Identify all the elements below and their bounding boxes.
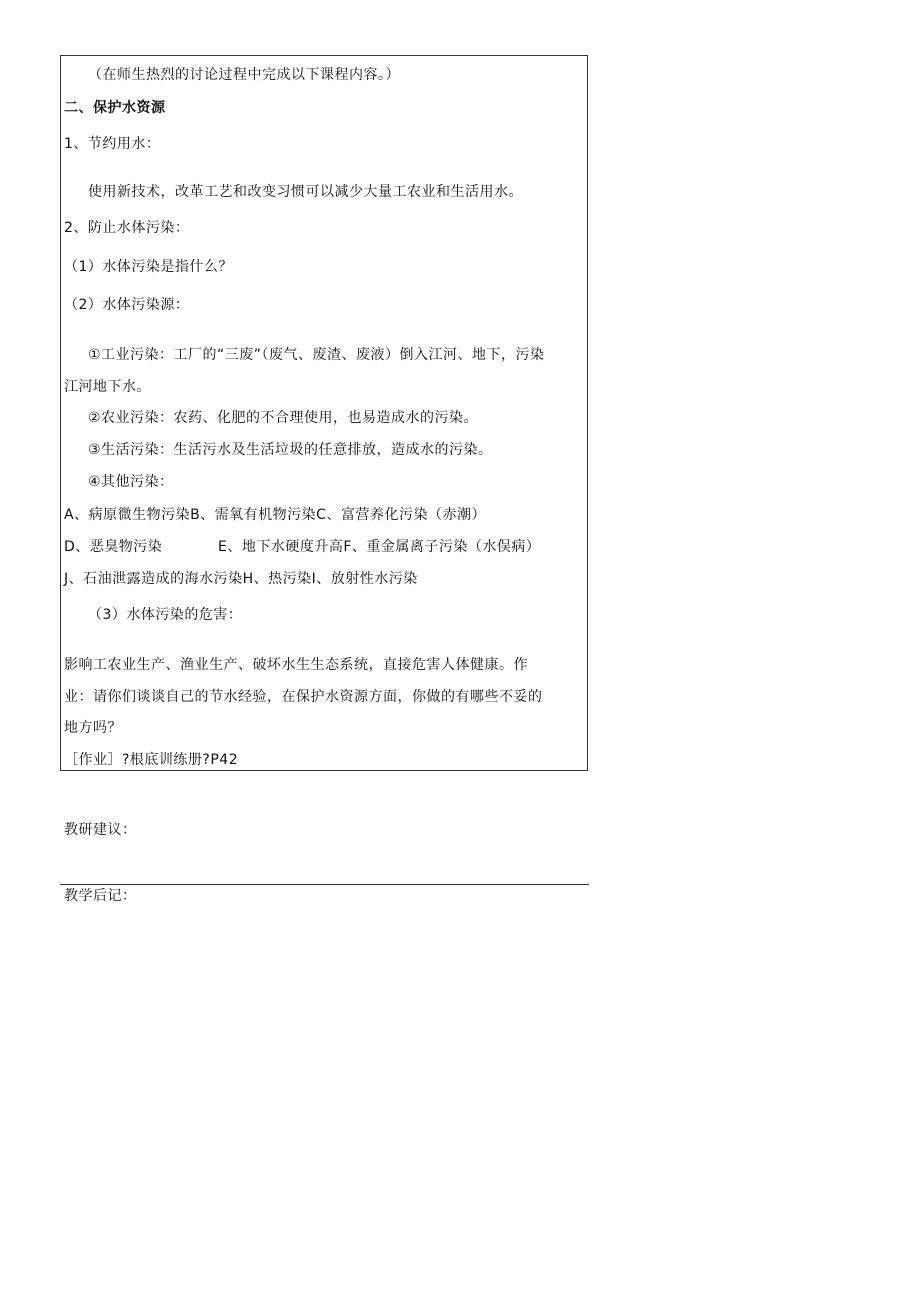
other-pollution-e: E、地下水硬度升高F、重金属离子污染（水俣病） [218,539,541,555]
source-industrial-line2: 江河地下水。 [64,379,151,395]
divider-line [60,884,589,885]
question-3: （3）水体污染的危害： [88,607,243,623]
item1-title: 1、节约用水： [64,136,161,152]
harm-line-2: 业：请你们谈谈自己的节水经验，在保护水资源方面，你做的有哪些不妥的 [64,689,543,705]
harm-line-1: 影响工农业生产、渔业生产、破坏水生生态系统，直接危害人体健康。作 [64,657,528,673]
teaching-postscript-label: 教学后记： [64,888,137,904]
other-pollution-a: A、病原微生物污染B、需氧有机物污染C、富营养化污染（赤潮） [64,507,486,523]
item2-title: 2、防止水体污染： [64,220,190,236]
item1-text: 使用新技术，改革工艺和改变习惯可以减少大量工农业和生活用水。 [88,184,523,200]
research-suggestion-label: 教研建议： [64,822,137,838]
question-2: （2）水体污染源： [64,297,190,313]
section-title: 二、保护水资源 [64,100,166,116]
homework-text: ［作业］?根底训练册?P42 [64,752,239,768]
other-pollution-d: D、恶臭物污染 [64,539,163,555]
source-other: ④其他污染： [88,474,174,490]
source-agricultural: ②农业污染：农药、化肥的不合理使用，也易造成水的污染。 [88,410,479,426]
question-1: （1）水体污染是指什么？ [64,259,233,275]
source-domestic: ③生活污染：生活污水及生活垃圾的任意排放，造成水的污染。 [88,442,493,458]
intro-text: （在师生热烈的讨论过程中完成以下课程内容。） [88,67,400,83]
source-industrial-line1: ①工业污染：工厂的“三废”（废气、废渣、废液）倒入江河、地下，污染 [88,347,545,363]
other-pollution-j: J、石油泄露造成的海水污染H、热污染I、放射性水污染 [64,571,418,587]
harm-line-3: 地方吗？ [64,720,122,736]
